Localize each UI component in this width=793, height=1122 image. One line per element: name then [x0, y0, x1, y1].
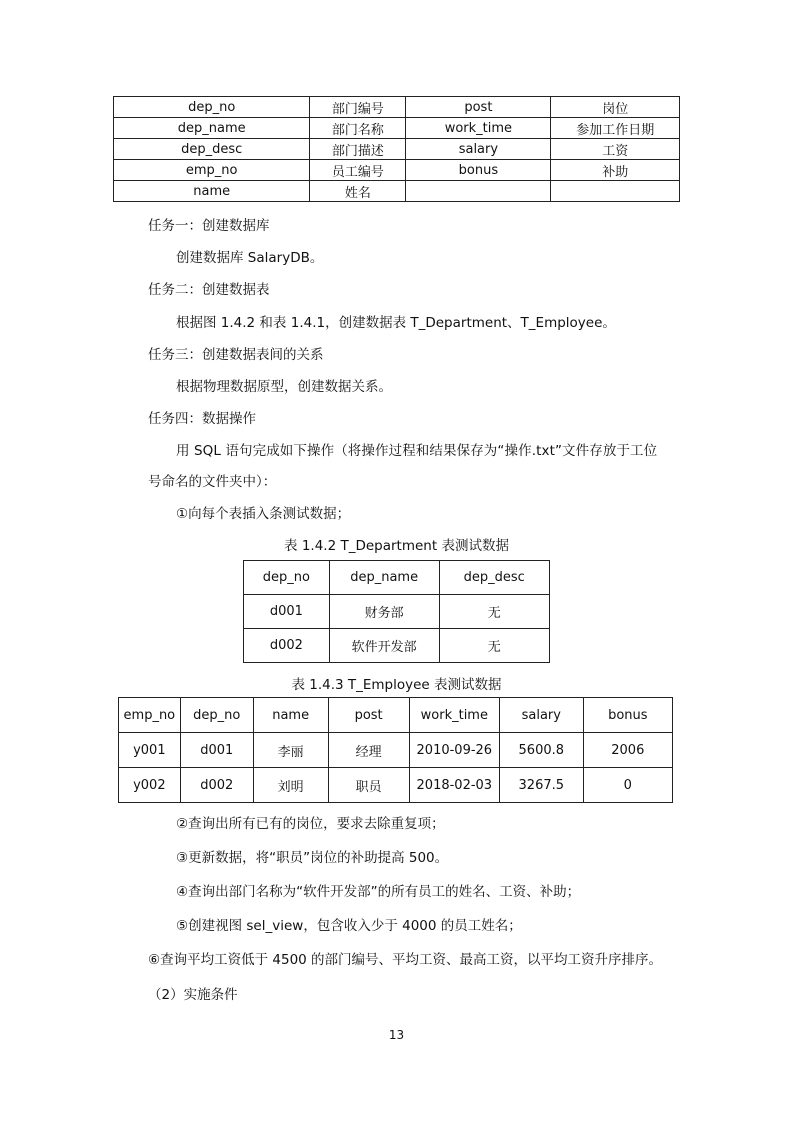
table-cell: 李丽 — [253, 733, 328, 768]
table-row — [114, 181, 680, 202]
table-cell: d001 — [244, 595, 330, 629]
task4-title: 任务四：数据操作 — [148, 411, 256, 427]
task4-body-line2: 号命名的文件夹中）： — [148, 474, 277, 490]
table-row — [114, 97, 680, 118]
table-row — [244, 595, 550, 629]
table-cell — [406, 181, 551, 202]
table-row — [119, 733, 673, 768]
column-header: emp_no — [119, 698, 181, 733]
table-cell: 财务部 — [329, 595, 439, 629]
column-header: dep_desc — [439, 561, 549, 595]
table-cell — [551, 181, 680, 202]
table-cell: 职员 — [328, 768, 409, 803]
table-cell: bonus — [406, 160, 551, 181]
task3-body: 根据物理数据原型，创建数据关系。 — [176, 379, 392, 395]
column-header: dep_name — [329, 561, 439, 595]
table-cell: 参加工作日期 — [551, 118, 680, 139]
section-heading: （2）实施条件 — [148, 987, 238, 1003]
table-cell: 岗位 — [551, 97, 680, 118]
table-cell: salary — [406, 139, 551, 160]
table-cell: 部门描述 — [310, 139, 406, 160]
table-cell: 部门编号 — [310, 97, 406, 118]
item-6: ⑥查询平均工资低于 4500 的部门编号、平均工资、最高工资，以平均工资升序排序。 — [148, 952, 663, 968]
item-1: ①向每个表插入条测试数据； — [176, 506, 351, 522]
emp-table-caption: 表 1.4.3 T_Employee 表测试数据 — [291, 677, 502, 693]
table-cell: 2006 — [583, 733, 672, 768]
table-cell: emp_no — [114, 160, 310, 181]
table-cell: 无 — [439, 595, 549, 629]
table-cell: 部门名称 — [310, 118, 406, 139]
field-definition-table — [113, 96, 680, 202]
table-cell: 员工编号 — [310, 160, 406, 181]
table-cell: 3267.5 — [499, 768, 583, 803]
table-header-row — [244, 561, 550, 595]
table-cell: name — [114, 181, 310, 202]
item-3: ③更新数据，将“职员”岗位的补助提高 500。 — [176, 850, 449, 866]
table-cell: d002 — [180, 768, 253, 803]
task2-body: 根据图 1.4.2 和表 1.4.1，创建数据表 T_Department、T_Employee。 — [176, 315, 616, 331]
table-row — [244, 629, 550, 663]
table-cell: 无 — [439, 629, 549, 663]
table-header-row — [119, 698, 673, 733]
dept-table-caption: 表 1.4.2 T_Department 表测试数据 — [284, 538, 509, 554]
table-cell: 工资 — [551, 139, 680, 160]
task2-title: 任务二：创建数据表 — [148, 282, 270, 298]
table-cell: dep_name — [114, 118, 310, 139]
table-cell: 0 — [583, 768, 672, 803]
page-number: 13 — [388, 1028, 405, 1042]
task1-body: 创建数据库 SalaryDB。 — [176, 250, 324, 266]
department-test-data-table — [243, 560, 550, 663]
table-cell: y001 — [119, 733, 181, 768]
item-2: ②查询出所有已有的岗位，要求去除重复项； — [176, 816, 445, 832]
column-header: dep_no — [180, 698, 253, 733]
item-5: ⑤创建视图 sel_view，包含收入少于 4000 的员工姓名； — [176, 918, 522, 934]
task1-title: 任务一：创建数据库 — [148, 218, 270, 234]
employee-test-data-table — [118, 697, 673, 803]
table-cell: d002 — [244, 629, 330, 663]
item-4: ④查询出部门名称为“软件开发部”的所有员工的姓名、工资、补助； — [176, 884, 581, 900]
table-cell: y002 — [119, 768, 181, 803]
column-header: name — [253, 698, 328, 733]
task3-title: 任务三：创建数据表间的关系 — [148, 347, 324, 363]
table-row — [114, 160, 680, 181]
column-header: post — [328, 698, 409, 733]
table-cell: 2018-02-03 — [409, 768, 499, 803]
table-cell: work_time — [406, 118, 551, 139]
column-header: bonus — [583, 698, 672, 733]
column-header: dep_no — [244, 561, 330, 595]
table-cell: 2010-09-26 — [409, 733, 499, 768]
table-cell: 经理 — [328, 733, 409, 768]
table-row — [114, 139, 680, 160]
table-cell: 5600.8 — [499, 733, 583, 768]
table-cell: 补助 — [551, 160, 680, 181]
table-cell: d001 — [180, 733, 253, 768]
table-cell: 刘明 — [253, 768, 328, 803]
column-header: salary — [499, 698, 583, 733]
task4-body-line1: 用 SQL 语句完成如下操作（将操作过程和结果保存为“操作.txt”文件存放于工位 — [176, 443, 658, 459]
table-cell: dep_desc — [114, 139, 310, 160]
table-cell: 姓名 — [310, 181, 406, 202]
table-cell: 软件开发部 — [329, 629, 439, 663]
table-row — [114, 118, 680, 139]
column-header: work_time — [409, 698, 499, 733]
table-cell: post — [406, 97, 551, 118]
table-cell: dep_no — [114, 97, 310, 118]
table-row — [119, 768, 673, 803]
